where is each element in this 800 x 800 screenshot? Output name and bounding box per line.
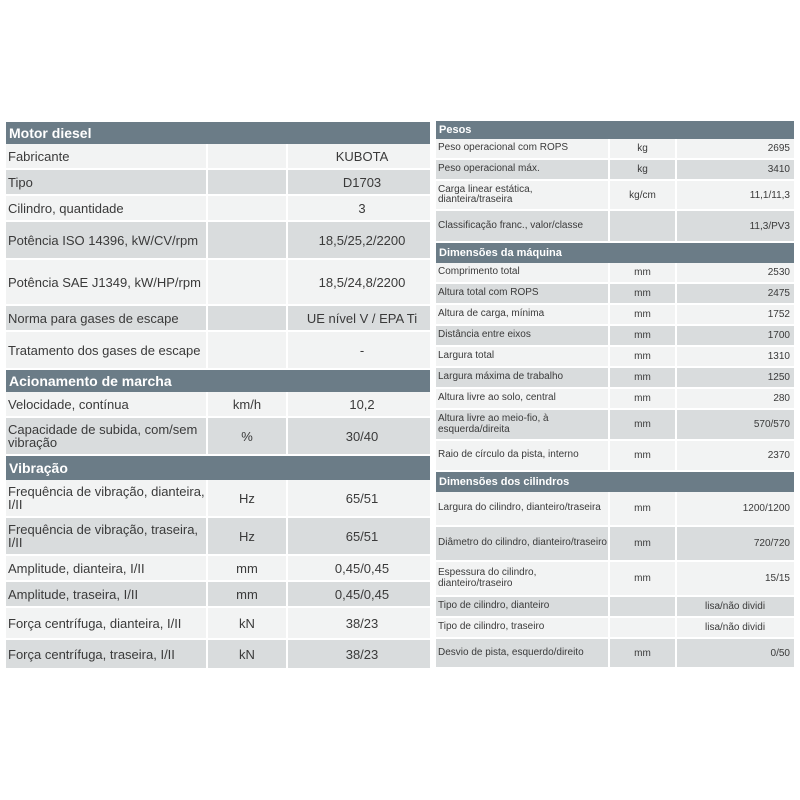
row-value: 38/23 [345, 615, 379, 631]
row-unit [208, 222, 288, 258]
row-unit: mm [610, 284, 677, 303]
table-row [6, 518, 430, 556]
row-unit: kg/cm [610, 181, 677, 209]
row-unit: kN [208, 640, 288, 668]
table-row [436, 326, 794, 347]
table-row [6, 306, 430, 332]
row-unit [610, 211, 677, 241]
row-label: Fabricante [6, 144, 208, 168]
row-unit: mm [610, 639, 677, 667]
table-row [436, 441, 794, 472]
row-label: Frequência de vibração, dianteira, I/II [6, 480, 208, 516]
table-row [6, 260, 430, 306]
row-label: Classificação franc., valor/classe [436, 211, 610, 241]
row-unit: % [208, 418, 288, 454]
row-unit [208, 332, 288, 368]
row-value: 0,45/0,45 [334, 560, 390, 576]
row-label: Frequência de vibração, traseira, I/II [6, 518, 208, 554]
row-value: 720/720 [753, 538, 790, 549]
table-row [6, 582, 430, 608]
row-unit: Hz [208, 518, 288, 554]
table-row [436, 410, 794, 441]
row-label: Norma para gases de escape [6, 306, 208, 330]
row-unit: mm [610, 527, 677, 560]
row-unit: mm [610, 562, 677, 595]
table-row [436, 139, 794, 160]
row-label: Capacidade de subida, com/sem vibração [6, 418, 208, 454]
row-value: 1700 [767, 330, 790, 341]
row-value: 1310 [767, 351, 790, 362]
table-row [6, 640, 430, 670]
row-unit: kg [610, 160, 677, 179]
row-unit: mm [610, 263, 677, 282]
row-label: Largura do cilindro, dianteiro/traseira [436, 492, 610, 525]
table-row [436, 597, 794, 618]
row-value: 1752 [767, 309, 790, 320]
row-label: Peso operacional com ROPS [436, 139, 610, 158]
row-unit: mm [208, 582, 288, 606]
row-value: lisa/não dividi [705, 622, 766, 633]
row-label: Força centrífuga, dianteira, I/II [6, 608, 208, 638]
table-row [436, 639, 794, 669]
row-value: 3 [358, 200, 366, 216]
section-header-dimensoes-dos-cilindros: Dimensões dos cilindros [436, 472, 794, 492]
row-unit: mm [610, 492, 677, 525]
row-unit: mm [610, 326, 677, 345]
table-row [436, 211, 794, 243]
table-row [436, 368, 794, 389]
row-label: Potência SAE J1349, kW/HP/rpm [6, 260, 208, 304]
row-unit [208, 196, 288, 220]
row-unit: Hz [208, 480, 288, 516]
row-value: KUBOTA [335, 148, 389, 164]
row-value: - [359, 342, 365, 358]
table-row [436, 181, 794, 211]
row-value: 65/51 [345, 490, 379, 506]
row-unit: mm [610, 305, 677, 324]
table-row [436, 284, 794, 305]
row-value: 15/15 [764, 573, 790, 584]
row-value: 0/50 [770, 647, 790, 659]
row-label: Raio de círculo da pista, interno [436, 441, 610, 470]
row-unit: mm [610, 389, 677, 408]
section-header-acionamento-de-marcha: Acionamento de marcha [6, 370, 430, 392]
table-row [436, 492, 794, 527]
row-value: 280 [773, 393, 790, 404]
row-value: 1250 [767, 372, 790, 383]
table-row [6, 418, 430, 456]
row-label: Espessura do cilindro, dianteiro/traseiro [436, 562, 610, 595]
row-unit [208, 306, 288, 330]
right-spec-table [436, 121, 794, 669]
row-value: 2530 [767, 267, 790, 278]
row-unit: kN [208, 608, 288, 638]
row-value: 10,2 [349, 396, 375, 412]
table-row [6, 332, 430, 370]
row-label: Distância entre eixos [436, 326, 610, 345]
row-label: Amplitude, traseira, I/II [6, 582, 208, 606]
row-label: Amplitude, dianteira, I/II [6, 556, 208, 580]
table-row [436, 160, 794, 181]
row-unit [208, 170, 288, 194]
table-row [6, 556, 430, 582]
row-unit [208, 144, 288, 168]
row-value: 2475 [767, 288, 790, 299]
row-unit [208, 260, 288, 304]
row-value: 2370 [767, 450, 790, 461]
table-row [436, 347, 794, 368]
row-label: Altura de carga, mínima [436, 305, 610, 324]
left-spec-table [6, 122, 430, 670]
row-value: lisa/não dividi [705, 601, 766, 612]
section-header-pesos: Pesos [436, 121, 794, 139]
table-row [436, 305, 794, 326]
row-label: Altura livre ao solo, central [436, 389, 610, 408]
row-value: 2695 [767, 143, 790, 154]
row-label: Largura total [436, 347, 610, 366]
section-header-motor-diesel: Motor diesel [6, 122, 430, 144]
row-label: Potência ISO 14396, kW/CV/rpm [6, 222, 208, 258]
row-label: Tipo [6, 170, 208, 194]
row-label: Cilindro, quantidade [6, 196, 208, 220]
row-label: Tratamento dos gases de escape [6, 332, 208, 368]
table-row [6, 170, 430, 196]
row-value: 18,5/25,2/2200 [318, 232, 406, 248]
row-unit: mm [610, 368, 677, 387]
row-label: Velocidade, contínua [6, 392, 208, 416]
row-label: Largura máxima de trabalho [436, 368, 610, 387]
row-value: 65/51 [345, 528, 379, 544]
row-value: 11,1/11,3 [749, 189, 790, 201]
table-row [436, 527, 794, 562]
row-unit [610, 597, 677, 616]
row-value: 3410 [767, 164, 790, 175]
table-row [6, 480, 430, 518]
row-value: 570/570 [753, 419, 790, 430]
row-value: UE nível V / EPA Ti [306, 310, 418, 326]
row-unit: mm [610, 410, 677, 439]
row-value: 0,45/0,45 [334, 586, 390, 602]
row-unit: mm [208, 556, 288, 580]
row-label: Desvio de pista, esquerdo/direito [436, 639, 610, 667]
table-row [436, 263, 794, 284]
row-value: 18,5/24,8/2200 [318, 274, 406, 290]
row-label: Tipo de cilindro, traseiro [436, 618, 610, 637]
table-row [436, 618, 794, 639]
row-label: Altura livre ao meio-fio, à esquerda/direita [436, 410, 610, 439]
row-unit: kg [610, 139, 677, 158]
row-label: Diâmetro do cilindro, dianteiro/traseiro [436, 527, 610, 560]
row-unit: km/h [208, 392, 288, 416]
table-row [436, 562, 794, 597]
row-label: Força centrífuga, traseira, I/II [6, 640, 208, 668]
table-row [6, 608, 430, 640]
table-row [6, 222, 430, 260]
table-row [436, 389, 794, 410]
row-label: Tipo de cilindro, dianteiro [436, 597, 610, 616]
table-row [6, 392, 430, 418]
section-header-dimensoes-da-maquina: Dimensões da máquina [436, 243, 794, 263]
table-row [6, 144, 430, 170]
row-label: Peso operacional máx. [436, 160, 610, 179]
row-value: 30/40 [345, 428, 379, 444]
row-label: Altura total com ROPS [436, 284, 610, 303]
table-row [6, 196, 430, 222]
section-header-vibracao: Vibração [6, 456, 430, 480]
row-label: Comprimento total [436, 263, 610, 282]
row-unit: mm [610, 441, 677, 470]
row-value: D1703 [342, 174, 382, 190]
row-label: Carga linear estática, dianteira/traseira [436, 181, 610, 209]
row-value: 11,3/PV3 [749, 220, 790, 232]
row-unit [610, 618, 677, 637]
row-unit: mm [610, 347, 677, 366]
row-value: 38/23 [345, 646, 379, 662]
row-value: 1200/1200 [742, 503, 790, 514]
